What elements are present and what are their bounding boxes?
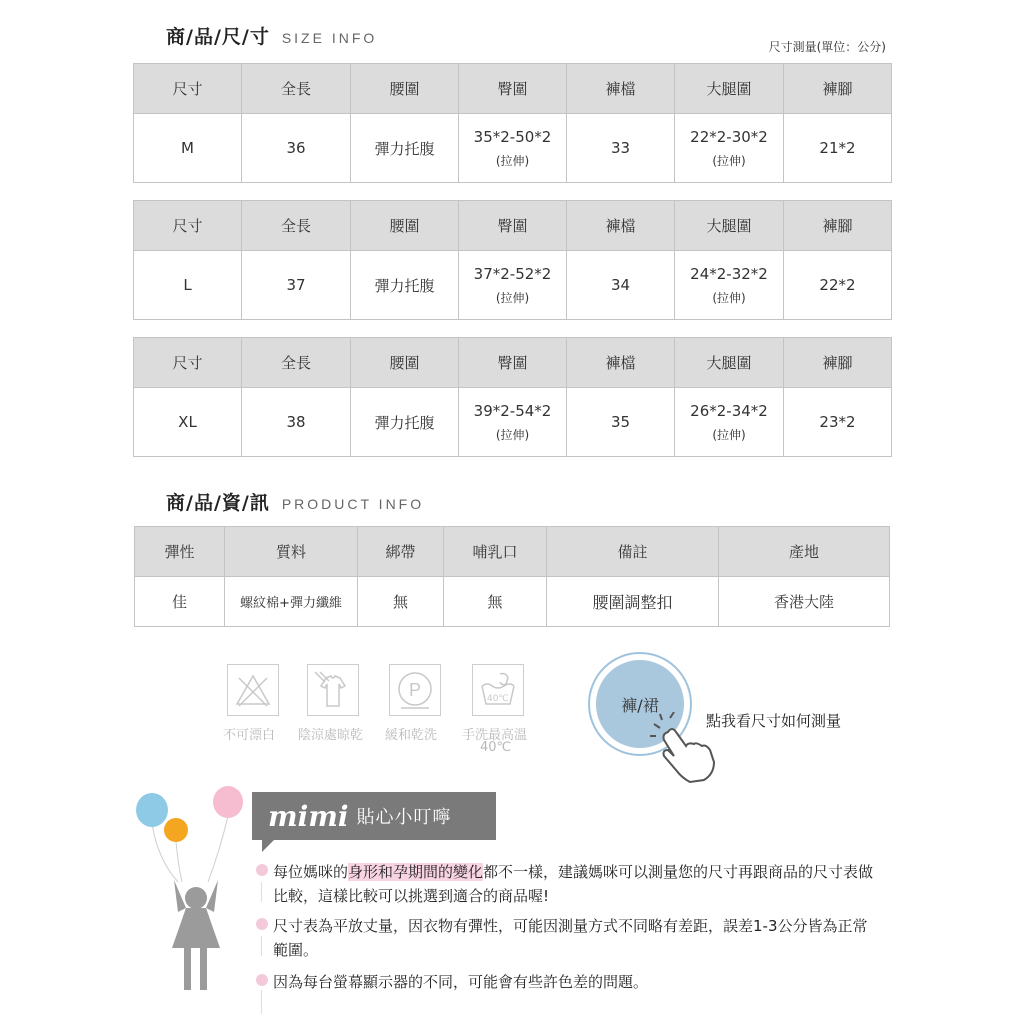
no-bleach-icon [223,664,283,716]
header-cell: 尺寸 [134,201,242,251]
header-cell: 產地 [719,527,890,577]
tip-item [256,970,878,994]
tip-item [256,914,878,962]
table-row [135,577,890,627]
tips-brand: mimi [268,799,349,833]
size-info-title-en: SIZE INFO [281,30,378,46]
thigh-cell [675,251,784,320]
tip-bullet [256,864,268,876]
hem-cell: 21*2 [784,114,892,183]
table-header-row [134,338,892,388]
thigh-cell [675,388,784,457]
size-info-title-zh: 商/品/尺/寸 [166,26,270,48]
length-cell: 37 [242,251,351,320]
length-cell: 36 [242,114,351,183]
header-cell: 腰圍 [351,338,459,388]
header-cell: 腰圍 [351,201,459,251]
header-cell: 全長 [242,338,351,388]
table-row [134,388,892,457]
header-cell: 大腿圍 [675,338,784,388]
rise-cell: 33 [567,114,675,183]
header-cell: 臀圍 [459,64,567,114]
thigh-cell [675,114,784,183]
balloon-girl-illustration [128,780,252,1020]
rise-cell: 35 [567,388,675,457]
pink-balloon [213,786,243,818]
size-table-m [133,63,892,183]
care-label-shade-dry: 陰涼處晾乾 [298,728,364,743]
tip-item [256,860,878,908]
table-header-row [134,64,892,114]
hip-cell [459,388,567,457]
header-cell: 褲檔 [567,201,675,251]
material-cell: 螺紋棉+彈力纖維 [225,577,358,627]
remark-cell: 腰圍調整扣 [547,577,719,627]
hip-cell [459,251,567,320]
shade-dry-icon [303,664,363,716]
product-info-title-zh: 商/品/資/訊 [166,492,270,514]
header-cell: 臀圍 [459,201,567,251]
header-cell: 褲檔 [567,64,675,114]
header-cell: 腰圍 [351,64,459,114]
table-header-row [134,201,892,251]
balloon-string [208,816,228,882]
hip-cell [459,114,567,183]
header-cell: 褲腳 [784,64,892,114]
header-cell: 彈性 [135,527,225,577]
tip-text: 尺寸表為平放丈量，因衣物有彈性，可能因測量方式不同略有差距，誤差1-3公分皆為正常範圍。 [273,917,868,959]
header-cell: 全長 [242,64,351,114]
hand-wash-icon [468,664,528,716]
care-label-hand-wash: 手洗最高溫 [462,728,528,743]
thigh-note: (拉伸) [712,427,746,442]
hem-cell: 22*2 [784,251,892,320]
header-cell: 褲腳 [784,338,892,388]
header-cell: 哺乳口 [444,527,547,577]
header-cell: 尺寸 [134,338,242,388]
tips-banner [252,792,496,840]
size-cell: XL [134,388,242,457]
measure-circle-label: 褲/裙 [621,695,659,715]
tips-banner-tail [262,838,276,852]
header-cell: 質料 [225,527,358,577]
header-cell: 綁帶 [358,527,444,577]
header-cell: 臀圍 [459,338,567,388]
header-cell: 大腿圍 [675,201,784,251]
gentle-dry-clean-icon [385,664,445,716]
waist-cell: 彈力托腹 [351,114,459,183]
product-info-title [166,488,424,515]
thigh-value: 22*2-30*2 [690,127,768,146]
care-label-gentle-dry-clean: 緩和乾洗 [385,728,438,743]
header-cell: 尺寸 [134,64,242,114]
strap-cell: 無 [358,577,444,627]
blue-balloon [136,793,168,827]
product-info-table [134,526,890,627]
rise-cell: 34 [567,251,675,320]
balloon-string [176,842,182,882]
header-cell: 褲腳 [784,201,892,251]
girl-silhouette [172,880,220,990]
waist-cell: 彈力托腹 [351,251,459,320]
tip1-pre: 每位媽咪的 [273,863,349,881]
header-cell: 褲檔 [567,338,675,388]
hip-note: (拉伸) [495,427,530,442]
care-label-hand-wash-temp: 40℃ [480,740,512,755]
tips-title: 貼心小叮嚀 [356,807,452,828]
size-cell: M [134,114,242,183]
length-cell: 38 [242,388,351,457]
size-table-l [133,200,892,320]
thigh-note: (拉伸) [712,290,746,305]
thigh-note: (拉伸) [712,153,746,168]
header-cell: 大腿圍 [675,64,784,114]
tip-bullet [256,918,268,930]
table-header-row [135,527,890,577]
hip-value: 37*2-52*2 [473,264,552,283]
table-row [134,251,892,320]
waist-cell: 彈力托腹 [351,388,459,457]
thigh-value: 26*2-34*2 [690,401,768,420]
header-cell: 備註 [547,527,719,577]
tip1-highlight: 身形和孕期間的變化 [348,863,484,881]
table-row [134,114,892,183]
thigh-value: 24*2-32*2 [690,264,768,283]
hip-value: 35*2-50*2 [473,127,552,146]
tip-bullet [256,974,268,986]
header-cell: 全長 [242,201,351,251]
hem-cell: 23*2 [784,388,892,457]
care-label-no-bleach: 不可漂白 [223,728,276,743]
measure-guide-link[interactable]: 點我看尺寸如何測量 [706,712,842,730]
svg-text:P: P [408,680,422,700]
product-info-title-en: PRODUCT INFO [281,496,425,512]
hip-value: 39*2-54*2 [473,401,552,420]
origin-cell: 香港大陸 [719,577,890,627]
hand-wash-icon-temp: 40℃ [487,694,509,704]
tip-text [273,860,878,908]
hip-note: (拉伸) [495,153,530,168]
size-info-title [166,22,377,49]
hip-note: (拉伸) [495,290,530,305]
size-table-xl [133,337,892,457]
unit-note: 尺寸測量(單位：公分) [768,40,886,54]
tip-text: 因為每台螢幕顯示器的不同，可能會有些許色差的問題。 [273,973,649,991]
size-cell: L [134,251,242,320]
nursing-cell: 無 [444,577,547,627]
orange-balloon [164,818,188,842]
elasticity-cell: 佳 [135,577,225,627]
tip1-post: 都不一樣，建議媽咪可以測量您的尺寸再跟商品的尺寸表做比較，這樣比較可以挑選到適合的商品喔! [273,863,874,905]
